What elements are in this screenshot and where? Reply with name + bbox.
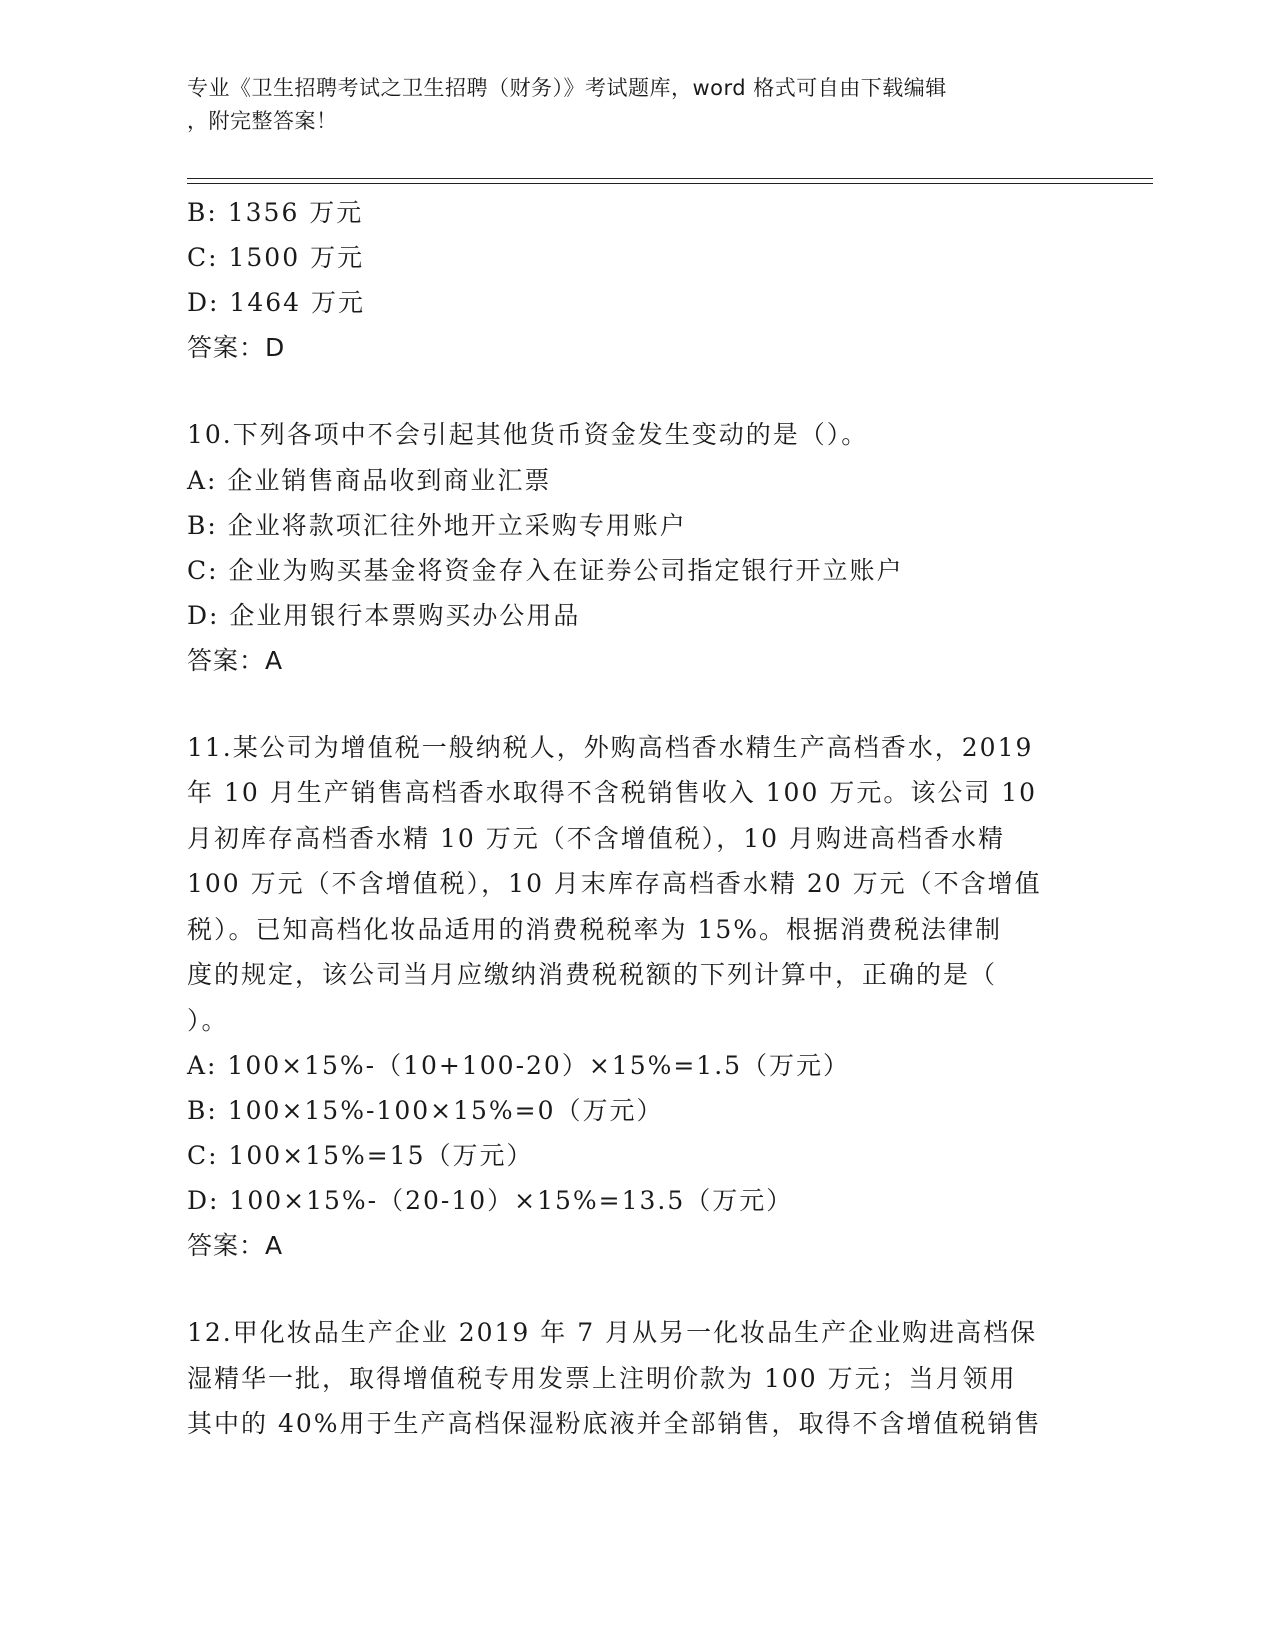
question-11 [187, 725, 1087, 1269]
option-a: A: 100×15%-（10+100-20）×15%=1.5（万元） [187, 1051, 851, 1080]
question-text-line: 年 10 月生产销售高档香水取得不含税销售收入 100 万元。该公司 10 [187, 778, 1038, 807]
option-b: B: 100×15%-100×15%=0（万元） [187, 1096, 664, 1125]
question-text-line: 度的规定，该公司当月应缴纳消费税税额的下列计算中，正确的是（ [187, 960, 998, 989]
option-d: D: 100×15%-（20-10）×15%=13.5（万元） [187, 1186, 794, 1215]
option-c: C: 企业为购买基金将资金存入在证券公司指定银行开立账户 [187, 555, 904, 585]
spacer [187, 1268, 1087, 1310]
spacer [187, 370, 1087, 412]
header-rule-bottom [187, 183, 1153, 184]
question-text: 10.下列各项中不会引起其他货币资金发生变动的是（）。 [187, 420, 869, 449]
document-header [187, 72, 1067, 138]
option-c: C: 1500 万元 [187, 243, 365, 272]
question-text-line: 其中的 40%用于生产高档保湿粉底液并全部销售，取得不含增值税销售 [187, 1409, 1042, 1438]
option-b: B: 企业将款项汇往外地开立采购专用账户 [187, 510, 687, 540]
answer: 答案：D [187, 333, 286, 362]
question-text-line: 月初库存高档香水精 10 万元（不含增值税），10 月购进高档香水精 [187, 823, 1005, 853]
header-line-2: ，附完整答案！ [187, 109, 338, 133]
header-rule-top [187, 178, 1153, 179]
spacer [187, 683, 1087, 725]
question-10 [187, 412, 1087, 683]
document-body [187, 190, 1087, 1447]
option-a: A: 企业销售商品收到商业汇票 [187, 465, 552, 495]
header-line-1: 专业《卫生招聘考试之卫生招聘（财务）》考试题库，word 格式可自由下载编辑 [187, 76, 947, 100]
question-12 [187, 1310, 1087, 1447]
question-text-line: 税）。已知高档化妆品适用的消费税税率为 15%。根据消费税法律制 [187, 914, 1003, 944]
question-9 [187, 190, 1087, 370]
option-b: B: 1356 万元 [187, 198, 364, 227]
option-d: D: 企业用银行本票购买办公用品 [187, 600, 581, 630]
question-text-line: 12.甲化妆品生产企业 2019 年 7 月从另一化妆品生产企业购进高档保 [187, 1318, 1038, 1347]
question-text-line: 湿精华一批，取得增值税专用发票上注明价款为 100 万元；当月领用 [187, 1363, 1017, 1393]
question-text-line: 100 万元（不含增值税），10 月末库存高档香水精 20 万元（不含增值 [187, 869, 1042, 898]
option-d: D: 1464 万元 [187, 288, 365, 317]
question-text-line: 11.某公司为增值税一般纳税人，外购高档香水精生产高档香水，2019 [187, 732, 1034, 762]
answer: 答案：A [187, 1231, 284, 1260]
question-text-line: ）。 [187, 1005, 229, 1035]
option-c: C: 100×15%=15（万元） [187, 1141, 534, 1170]
answer: 答案：A [187, 645, 284, 675]
